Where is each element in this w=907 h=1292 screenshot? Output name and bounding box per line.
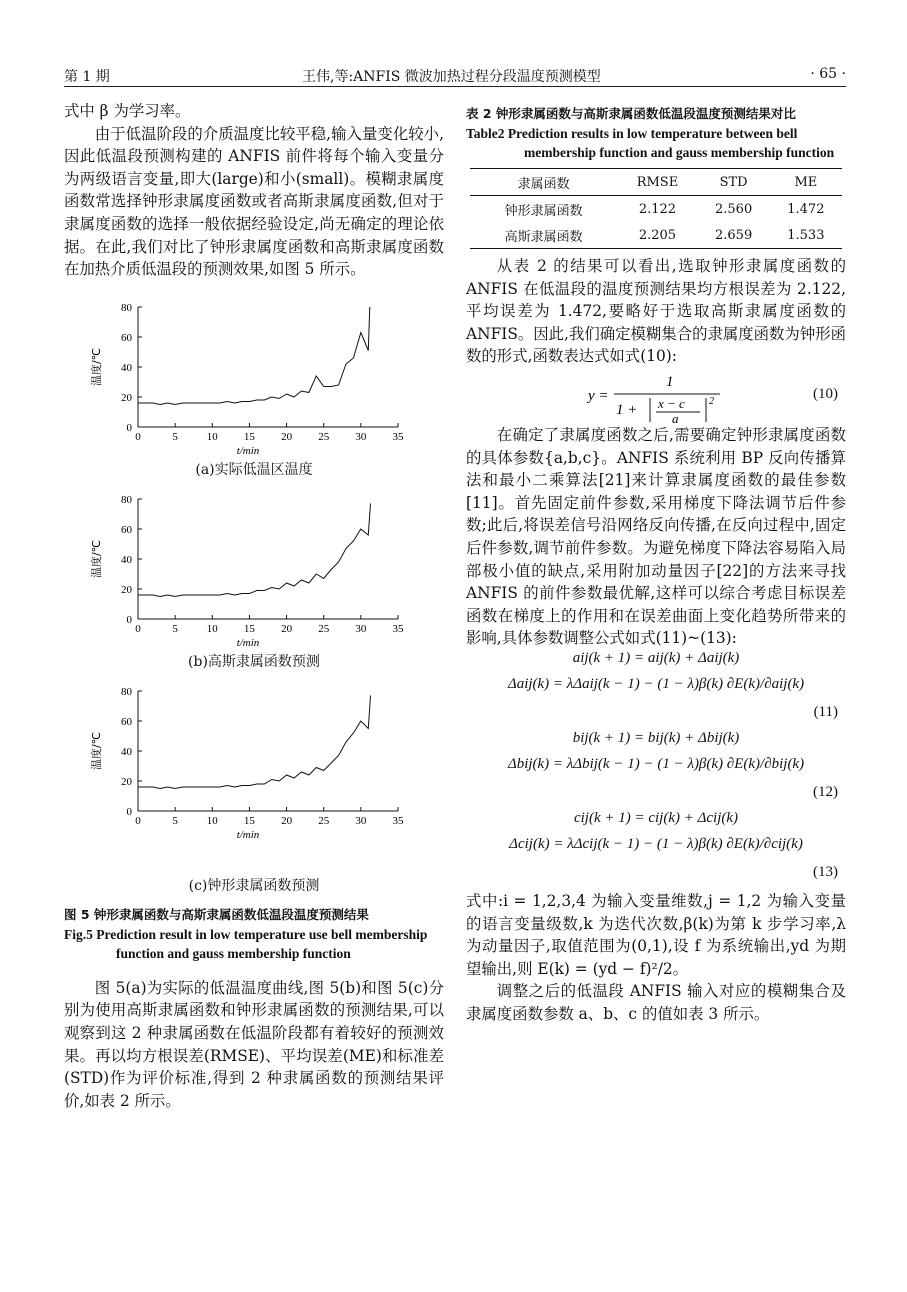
equation-11b <box>466 676 846 704</box>
table-header-cell: ME <box>794 174 818 190</box>
equation-10-graphic <box>466 368 846 424</box>
y-axis-label: 温度/℃ <box>90 347 103 386</box>
x-tick-label: 30 <box>355 814 367 827</box>
page-number: · 65 · <box>810 66 846 82</box>
svg-text:1 +: 1 + <box>616 401 638 418</box>
equation-text: cij(k + 1) = cij(k) + Δcij(k) <box>573 809 739 826</box>
y-tick-label: 60 <box>121 523 132 536</box>
table-cell: 2.122 <box>638 201 677 217</box>
series-line <box>138 503 371 596</box>
svg-text:x − c: x − c <box>658 395 685 411</box>
table-cell: 2.560 <box>715 201 753 217</box>
y-tick-label: 60 <box>121 715 132 728</box>
y-tick-label: 20 <box>121 391 132 404</box>
y-axis-label: 温度/℃ <box>90 539 103 578</box>
equation-text: Δbij(k) = λΔbij(k − 1) − (1 − λ)β(k) ∂E(k)/∂bij(k) <box>507 755 805 772</box>
x-tick-label: 5 <box>172 622 178 635</box>
equation-12b <box>466 756 846 784</box>
x-tick-label: 30 <box>355 430 367 443</box>
equation-11-number-row <box>466 704 846 730</box>
chart-b <box>64 489 444 649</box>
x-tick-label: 25 <box>318 814 330 827</box>
x-tick-label: 35 <box>392 430 404 443</box>
table-cell: 高斯隶属函数 <box>504 229 583 245</box>
y-tick-label: 0 <box>126 421 132 434</box>
y-tick-label: 40 <box>121 553 132 566</box>
paragraph: 在确定了隶属度函数之后,需要确定钟形隶属度函数的具体参数{a,b,c}。ANFIS 系统利用 BP 反向传播算法和最小二乘算法[21]来计算隶属度函数的最佳参数[11]。首先固定前件参数,采用梯度下降法调节后件参数;此后,将误差信号沿网络反向传播,在反向过程中,固定后件参数,调节前件参数。为避免梯度下降法容易陷入局部极小值的缺点,采用附加动量因子[22]的方法来寻找 ANFIS 的前件参数最优解,这样可以综合考虑目标误差函数在梯度上的作用和在误差曲面上变化趋势所带来的影响,具体参数调整公式如式(11)~(13): <box>466 425 846 648</box>
subfigure-caption: (c)钟形隶属函数预测 <box>188 877 320 894</box>
y-tick-label: 40 <box>121 745 132 758</box>
right-column <box>466 104 846 1025</box>
y-tick-label: 20 <box>121 775 132 788</box>
table-cell: 钟形隶属函数 <box>504 203 583 219</box>
y-tick-label: 60 <box>121 331 132 344</box>
x-tick-label: 25 <box>318 622 330 635</box>
x-tick-label: 30 <box>355 622 367 635</box>
left-column <box>64 100 444 1112</box>
series-line <box>138 307 370 405</box>
equation-text: Δcij(k) = λΔcij(k − 1) − (1 − λ)β(k) ∂E(k)/∂cij(k) <box>509 835 803 852</box>
table-caption-cn: 表 2 钟形隶属函数与高斯隶属函数低温段温度预测结果对比 <box>466 106 796 121</box>
x-tick-label: 10 <box>206 622 218 635</box>
paragraph: 式中:i = 1,2,3,4 为输入变量维数,j = 1,2 为输入变量的语言变量级数,k 为迭代次数,β(k)为第 k 步学习率,λ 为动量因子,取值范围为(0,1),设 f 为系统输出,yd 为期望输出,则 E(k) = (yd − f)²/2。 <box>466 891 846 978</box>
figure-5 <box>64 297 444 963</box>
y-tick-label: 40 <box>121 361 132 374</box>
equation-10 <box>466 368 846 424</box>
table-cell: 2.205 <box>638 227 677 243</box>
y-axis-label: 温度/℃ <box>90 731 103 770</box>
figure-caption-cn: 图 5 钟形隶属函数与高斯隶属函数低温段温度预测结果 <box>64 906 369 922</box>
svg-text:y =: y = <box>588 387 609 404</box>
issue-label: 第 1 期 <box>64 69 110 85</box>
x-tick-label: 0 <box>135 622 141 635</box>
equation-text: aij(k + 1) = aij(k) + Δaij(k) <box>572 649 740 666</box>
table-header-cell: STD <box>719 174 748 190</box>
table-cell: 1.533 <box>787 227 825 243</box>
y-tick-label: 20 <box>121 583 132 596</box>
x-tick-label: 35 <box>392 622 404 635</box>
y-tick-label: 0 <box>126 805 132 818</box>
equation-number: (12) <box>813 783 838 800</box>
y-tick-label: 80 <box>121 301 132 314</box>
x-tick-label: 15 <box>243 430 255 443</box>
equation-number: (13) <box>813 863 838 880</box>
equation-text: bij(k + 1) = bij(k) + Δbij(k) <box>572 729 740 746</box>
equation-11a <box>466 650 846 676</box>
paragraph: 图 5(a)为实际的低温温度曲线,图 5(b)和图 5(c)分别为使用高斯隶属函数和钟形隶属函数的预测结果,可以观察到这 2 种隶属函数在低温阶段都有着较好的预测效果。再以均方根误差(RMSE)、平均误差(ME)和标准差(STD)作为评价标准,得到 2 种隶属函数的预测结果评价,如表 2 所示。 <box>64 978 444 1110</box>
paragraph: 由于低温阶段的介质温度比较平稳,输入量变化较小,因此低温段预测构建的 ANFIS 前件将每个输入变量分为两级语言变量,即大(large)和小(small)。模糊隶属度函数常选择钟形隶属度函数或者高斯隶属度函数,但对于隶属度函数的选择一般依据经验设定,尚无确定的理论依据。在此,我们对比了钟形隶属度函数和高斯隶属度函数在加热介质低温段的预测效果,如图 5 所示。 <box>64 124 444 279</box>
figure-caption-en: Fig.5 Prediction result in low temperature use bell membership function and gauss membership function <box>64 926 428 961</box>
equation-number: (11) <box>813 703 838 720</box>
x-axis-label: t/min <box>236 828 260 841</box>
running-title: 王伟,等:ANFIS 微波加热过程分段温度预测模型 <box>302 69 601 85</box>
table-row <box>470 196 842 223</box>
x-tick-label: 20 <box>281 814 293 827</box>
x-tick-label: 0 <box>135 430 141 443</box>
series-line <box>138 695 371 788</box>
chart-a <box>64 297 444 457</box>
table-caption-en: Table2 Prediction results in low temperature between bell membership function and gauss membership function <box>466 126 835 160</box>
y-tick-label: 0 <box>126 613 132 626</box>
y-tick-label: 80 <box>121 493 132 506</box>
x-axis-label: t/min <box>236 636 260 649</box>
x-tick-label: 25 <box>318 430 330 443</box>
paragraph: 式中 β 为学习率。 <box>64 102 191 120</box>
table-header-cell: RMSE <box>636 174 679 190</box>
subfigure-caption: (a)实际低温区温度 <box>195 461 313 478</box>
equation-12-number-row <box>466 784 846 810</box>
x-tick-label: 15 <box>243 814 255 827</box>
svg-text:2: 2 <box>709 395 714 407</box>
x-tick-label: 0 <box>135 814 141 827</box>
equation-text: Δaij(k) = λΔaij(k − 1) − (1 − λ)β(k) ∂E(k)/∂aij(k) <box>507 675 805 692</box>
x-tick-label: 15 <box>243 622 255 635</box>
x-tick-label: 20 <box>281 622 293 635</box>
paragraph: 调整之后的低温段 ANFIS 输入对应的模糊集合及隶属度函数参数 a、b、c 的值如表 3 所示。 <box>466 982 846 1023</box>
equation-12a <box>466 730 846 756</box>
x-axis-label: t/min <box>236 444 260 457</box>
x-tick-label: 20 <box>281 430 293 443</box>
table-header-cell: 隶属函数 <box>517 176 570 192</box>
x-tick-label: 10 <box>206 814 218 827</box>
table-cell: 2.659 <box>715 227 753 243</box>
y-tick-label: 80 <box>121 685 132 698</box>
equation-13b <box>466 836 846 864</box>
table-row <box>470 222 842 249</box>
svg-text:a: a <box>672 410 679 424</box>
table-2 <box>470 168 842 249</box>
table-header-row <box>470 169 842 196</box>
chart-c <box>64 681 444 841</box>
x-tick-label: 10 <box>206 430 218 443</box>
paragraph: 从表 2 的结果可以看出,选取钟形隶属度函数的 ANFIS 在低温段的温度预测结果均方根误差为 2.122,平均误差为 1.472,要略好于选取高斯隶属度函数的 ANFIS。因此,我们确定模糊集合的隶属度函数为钟形函数的形式,函数表达式如式(10): <box>466 257 846 366</box>
subfigure-caption: (b)高斯隶属函数预测 <box>188 653 320 670</box>
svg-text:1: 1 <box>666 373 674 390</box>
x-tick-label: 35 <box>392 814 404 827</box>
equation-13-number-row <box>466 864 846 890</box>
equation-number: (10) <box>813 385 838 402</box>
running-header <box>64 64 846 87</box>
table-cell: 1.472 <box>787 201 825 217</box>
equation-13a <box>466 810 846 836</box>
x-tick-label: 5 <box>172 814 178 827</box>
x-tick-label: 5 <box>172 430 178 443</box>
